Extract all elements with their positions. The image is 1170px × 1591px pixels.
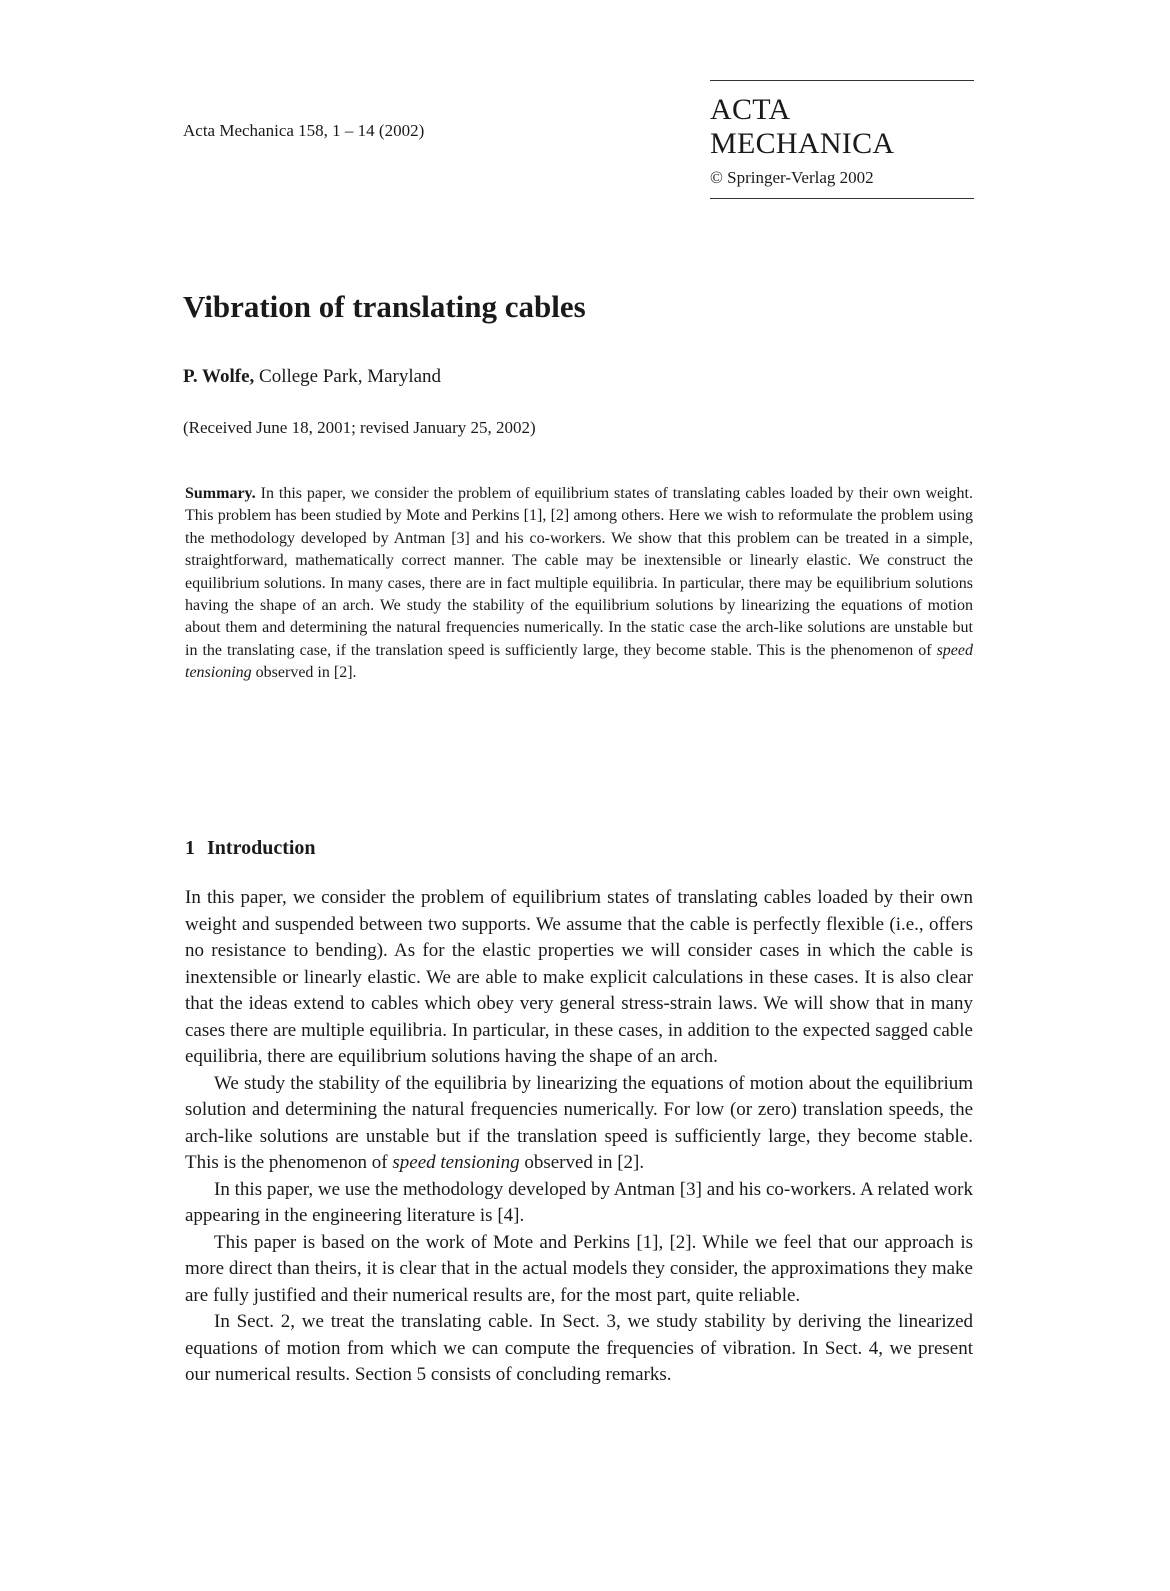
journal-masthead [710, 80, 974, 199]
section-title: Introduction [207, 837, 316, 859]
intro-paragraph-4: This paper is based on the work of Mote and Perkins [1], [2]. While we feel that our approach is more direct than theirs, it is clear that in the actual models they consider, the approximations they make are fully justified and their numerical results are, for the most part, quite reliable. [185, 1231, 973, 1306]
summary-text: In this paper, we consider the problem of equilibrium states of translating cables loaded by their own weight. This problem has been studied by Mote and Perkins [1], [2] among others. Here we wish to reformulate the problem using the methodology developed by Antman [3] and his co-workers. We show that this problem can be treated in a simple, straightforward, mathematically correct manner. The cable may be inextensible or linearly elastic. We construct the equilibrium solutions. In many cases, there are in fact multiple equilibria. In particular, there may be equilibrium solutions having the shape of an arch. We study the stability of the equilibrium solutions by linearizing the equations of motion about them and determining the natural frequencies numerically. In the static case the arch-like solutions are unstable but in the translating case, if the translation speed is sufficiently large, they become stable. This is the phenomenon of [185, 485, 973, 659]
summary-abstract [185, 483, 973, 685]
intro-p2-text-end: observed in [2]. [524, 1152, 645, 1173]
author-line [183, 365, 441, 389]
introduction-body [185, 885, 973, 1389]
intro-p2-emphasis: speed tensioning [392, 1152, 520, 1173]
author-name: P. Wolfe, [183, 366, 255, 387]
intro-paragraph-1: In this paper, we consider the problem of equilibrium states of translating cables loaded by their own weight and suspended between two supports. We assume that the cable is perfectly flexible (i.e., offers no resistance to bending). As for the elastic properties we will consider cases in which the cable is inextensible or linearly elastic. We are able to make explicit calculations in these cases. It is also clear that the ideas extend to cables which obey very general stress-strain laws. We will show that in many cases there are multiple equilibria. In particular, in these cases, in addition to the expected sagged cable equilibria, there are equilibrium solutions having the shape of an arch. [185, 887, 973, 1067]
summary-label: Summary. [185, 485, 256, 502]
journal-citation: Acta Mechanica 158, 1 – 14 (2002) [183, 121, 425, 140]
summary-emphasis: speed tensioning [185, 641, 973, 682]
intro-paragraph-2 [185, 1071, 973, 1177]
publisher-copyright: © Springer-Verlag 2002 [710, 168, 874, 187]
author-affiliation: College Park, Maryland [259, 366, 442, 387]
received-dates: (Received June 18, 2001; revised January 25, 2002) [183, 418, 536, 437]
masthead-top-rule [710, 80, 974, 81]
section-heading [185, 834, 316, 862]
journal-name: ACTA MECHANICA [710, 93, 895, 160]
section-number: 1 [185, 837, 195, 859]
paper-title: Vibration of translating cables [183, 289, 586, 324]
masthead-bottom-rule [710, 198, 974, 199]
summary-text-end: observed in [2]. [255, 664, 357, 682]
intro-p2-text: We study the stability of the equilibria by linearizing the equations of motion about the equilibrium solution and determining the natural frequencies numerically. For low (or zero) translation speeds, the arch-like solutions are unstable but if the translation speed is sufficiently large, they become stable. This is the phenomenon of [185, 1072, 973, 1173]
intro-paragraph-3: In this paper, we use the methodology developed by Antman [3] and his co-workers. A related work appearing in the engineering literature is [4]. [185, 1178, 973, 1226]
intro-paragraph-5: In Sect. 2, we treat the translating cable. In Sect. 3, we study stability by deriving the linearized equations of motion from which we can compute the frequencies of vibration. In Sect. 4, we present our numerical results. Section 5 consists of concluding remarks. [185, 1311, 973, 1385]
